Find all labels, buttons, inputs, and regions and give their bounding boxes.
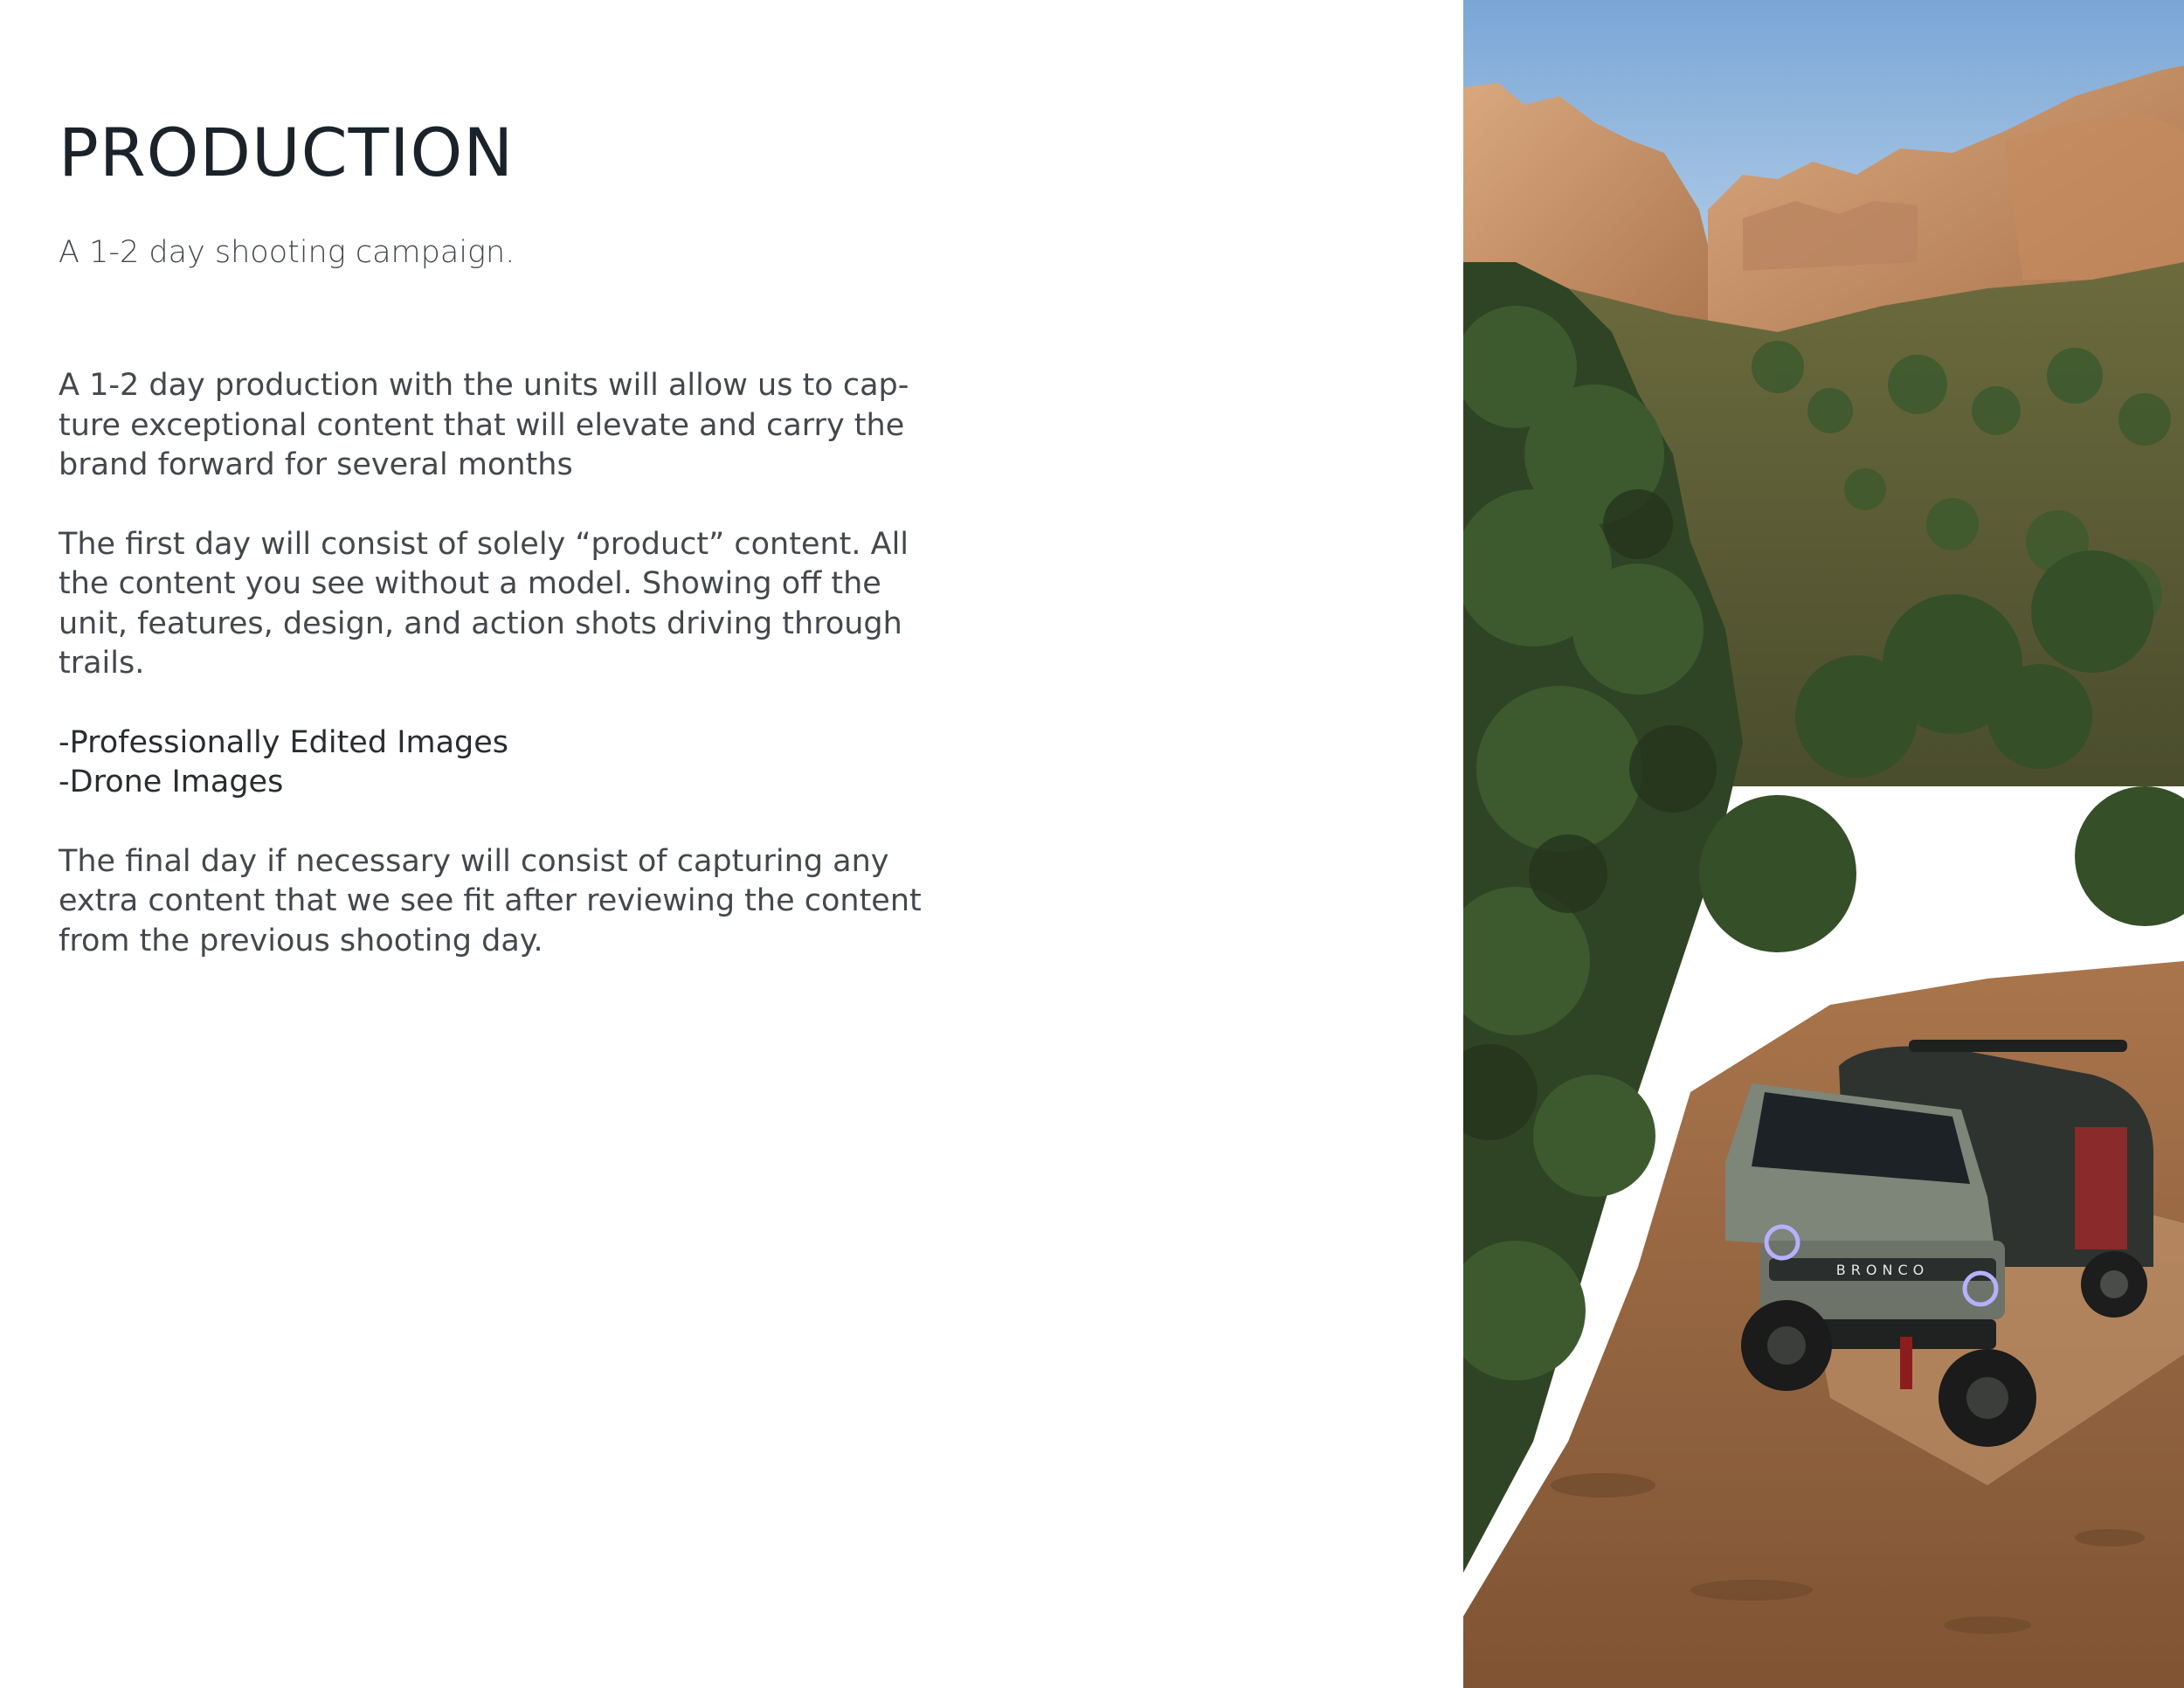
first-day-paragraph: The first day will consist of solely “product” content. All the content you see without a model. Showing off the unit, features, design, and action shots driving through trails.	[59, 526, 909, 681]
offroad-vehicle-photo	[1463, 0, 2184, 1688]
subtitle: A 1-2 day shooting campaign.	[59, 235, 515, 270]
grille-logo: BRONCO	[1835, 1262, 1930, 1278]
deliverable-item: -Drone Images	[59, 764, 284, 799]
deliverables-list	[59, 723, 941, 803]
text-column	[59, 105, 941, 961]
intro-paragraph: A 1-2 day production with the units will allow us to cap-ture exceptional content that will elevate and carry the brand forward for several months	[59, 368, 909, 482]
final-day-paragraph: The final day if necessary will consist of capturing any extra content that we see fit after reviewing the content from the previous shooting day.	[59, 843, 922, 958]
page-title: PRODUCTION	[59, 114, 515, 191]
deliverable-item: -Professionally Edited Images	[59, 724, 509, 760]
